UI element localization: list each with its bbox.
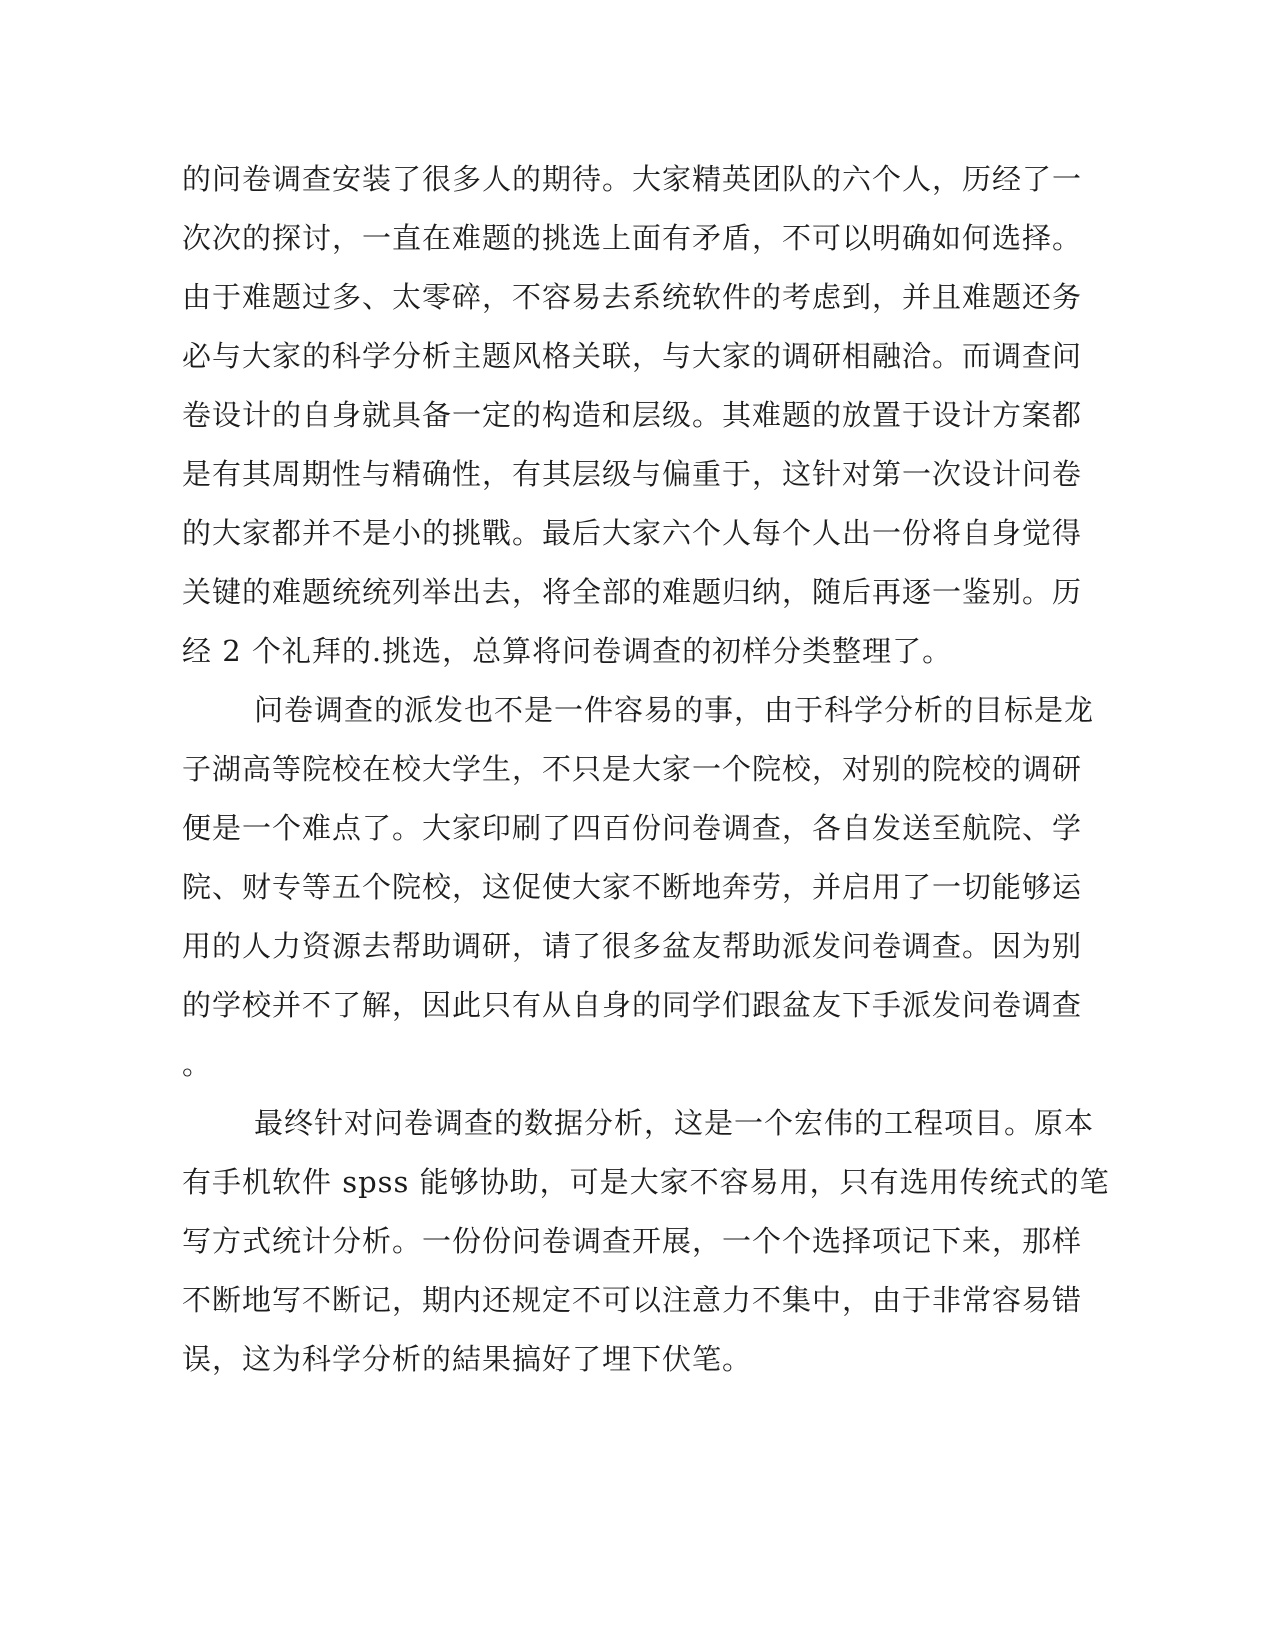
text-line: 写方式统计分析。一份份问卷调查开展，一个个选择项记下来，那样 [182,1224,1083,1258]
text-line-first: 最终针对问卷调查的数据分析，这是一个宏伟的工程项目。原本 [254,1106,1095,1140]
paragraph-3 [182,1094,1110,1389]
text-line: 卷设计的自身就具备一定的构造和层级。其难题的放置于设计方案都 [182,398,1083,432]
text-line: 不断地写不断记，期内还规定不可以注意力不集中，由于非常容易错 [182,1283,1083,1317]
text-line: 误，这为科学分析的結果搞好了埋下伏笔。 [182,1342,753,1376]
text-line: 是有其周期性与精确性，有其层级与偏重于，这针对第一次设计问卷 [182,457,1083,491]
paragraph-1 [182,150,1083,681]
text-line: 院、财专等五个院校，这促使大家不断地奔劳，并启用了一切能够运 [182,870,1083,904]
text-line: 的学校并不了解，因此只有从自身的同学们跟盆友下手派发问卷调查 [182,988,1083,1022]
text-line: 经 2 个礼拜的.挑选，总算将问卷调查的初样分类整理了。 [182,634,953,668]
document-body [182,150,1110,1389]
text-line: 有手机软件 spss 能够协助，可是大家不容易用，只有选用传统式的笔 [182,1165,1110,1199]
text-line: 关键的难题统统列举出去，将全部的难题归纳，随后再逐一鉴别。历 [182,575,1083,609]
text-line: 由于难题过多、太零碎，不容易去系统软件的考虑到，并且难题还务 [182,280,1083,314]
paragraph-2 [182,681,1095,1094]
text-line: 次次的探讨，一直在难题的挑选上面有矛盾，不可以明确如何选择。 [182,221,1083,255]
text-line: 子湖高等院校在校大学生，不只是大家一个院校，对别的院校的调研 [182,752,1083,786]
text-line: 的问卷调查安装了很多人的期待。大家精英团队的六个人，历经了一 [182,162,1083,196]
text-line: 便是一个难点了。大家印刷了四百份问卷调查，各自发送至航院、学 [182,811,1083,845]
text-line: 的大家都并不是小的挑戰。最后大家六个人每个人出一份将自身觉得 [182,516,1083,550]
text-line-first: 问卷调查的派发也不是一件容易的事，由于科学分析的目标是龙 [254,693,1095,727]
text-line: 必与大家的科学分析主题风格关联，与大家的调研相融洽。而调查问 [182,339,1083,373]
text-line: 。 [182,1047,213,1081]
text-line: 用的人力资源去帮助调研，请了很多盆友帮助派发问卷调查。因为别 [182,929,1083,963]
